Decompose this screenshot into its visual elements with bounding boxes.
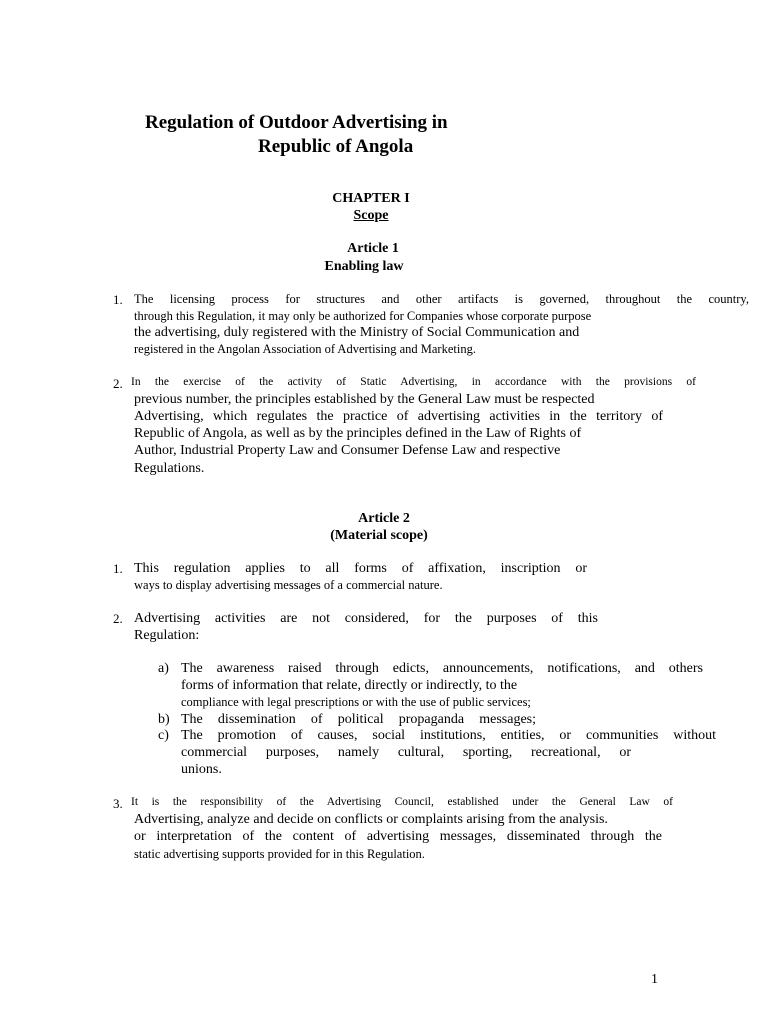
article-1-para-2-number: 2. bbox=[113, 376, 123, 391]
list-item-line: unions. bbox=[181, 762, 222, 777]
article-2-para-3-number: 3. bbox=[113, 796, 123, 811]
article-2-para-1-line: ways to display advertising messages of a commercial nature. bbox=[134, 578, 443, 592]
article-2-para-3-line: or interpretation of the content of advertising messages, disseminated through the bbox=[134, 829, 662, 844]
list-item-line: commercial purposes, namely cultural, sporting, recreational, or bbox=[181, 745, 631, 760]
list-item-line: compliance with legal prescriptions or with the use of public services; bbox=[181, 695, 531, 709]
article-1-para-1-line: registered in the Angolan Association of Advertising and Marketing. bbox=[134, 342, 476, 356]
list-item-line: The awareness raised through edicts, announcements, notifications, and others bbox=[181, 661, 703, 676]
article-1-para-1-line: The licensing process for structures and other artifacts is governed, throughout the country, bbox=[134, 292, 749, 306]
document-title-line-2: Republic of Angola bbox=[258, 136, 414, 157]
chapter-label: CHAPTER I bbox=[332, 191, 410, 206]
list-item-line: The promotion of causes, social institutions, entities, or communities without bbox=[181, 728, 716, 743]
article-2-para-2-number: 2. bbox=[113, 611, 123, 626]
list-item-marker: a) bbox=[158, 661, 169, 676]
list-item-line: The dissemination of political propaganda messages; bbox=[181, 712, 536, 727]
article-2-label: Article 2 bbox=[358, 511, 410, 526]
list-item-marker: c) bbox=[158, 728, 169, 743]
list-item-line: forms of information that relate, directly or indirectly, to the bbox=[181, 678, 518, 693]
article-2-para-2-line: Regulation: bbox=[134, 628, 200, 643]
article-1-para-2-line: In the exercise of the activity of Static Advertising, in accordance with the provisions of bbox=[131, 376, 696, 388]
list-item-marker: b) bbox=[158, 712, 170, 727]
article-1-para-2-line: previous number, the principles established by the General Law must be respected bbox=[134, 392, 595, 407]
page-number: 1 bbox=[651, 972, 658, 987]
article-1-para-2-line: Author, Industrial Property Law and Consumer Defense Law and respective bbox=[134, 443, 561, 458]
article-1-para-1-line: through this Regulation, it may only be authorized for Companies whose corporate purpose bbox=[134, 309, 592, 323]
article-1-para-2-line: Advertising, which regulates the practice of advertising activities in the territory of bbox=[134, 409, 663, 424]
chapter-name: Scope bbox=[353, 208, 389, 223]
article-1-label: Article 1 bbox=[347, 241, 399, 256]
article-1-name: Enabling law bbox=[324, 259, 404, 274]
article-2-para-2-line: Advertising activities are not considered, for the purposes of this bbox=[134, 611, 598, 626]
article-2-para-1-line: This regulation applies to all forms of affixation, inscription or bbox=[134, 561, 587, 576]
article-1-para-1-line: the advertising, duly registered with the Ministry of Social Communication and bbox=[134, 325, 580, 340]
article-2-para-3-line: Advertising, analyze and decide on conflicts or complaints arising from the analysis. bbox=[134, 812, 608, 827]
document-title-line-1: Regulation of Outdoor Advertising in bbox=[145, 112, 448, 133]
article-2-name: (Material scope) bbox=[330, 528, 428, 543]
article-1-para-1-number: 1. bbox=[113, 292, 123, 307]
article-2-para-3-line: static advertising supports provided for in this Regulation. bbox=[134, 847, 425, 861]
article-1-para-2-line: Regulations. bbox=[134, 461, 205, 476]
article-2-para-1-number: 1. bbox=[113, 561, 123, 576]
article-2-para-3-line: It is the responsibility of the Advertising Council, established under the General Law of bbox=[131, 796, 673, 808]
article-1-para-2-line: Republic of Angola, as well as by the principles defined in the Law of Rights of bbox=[134, 426, 582, 441]
